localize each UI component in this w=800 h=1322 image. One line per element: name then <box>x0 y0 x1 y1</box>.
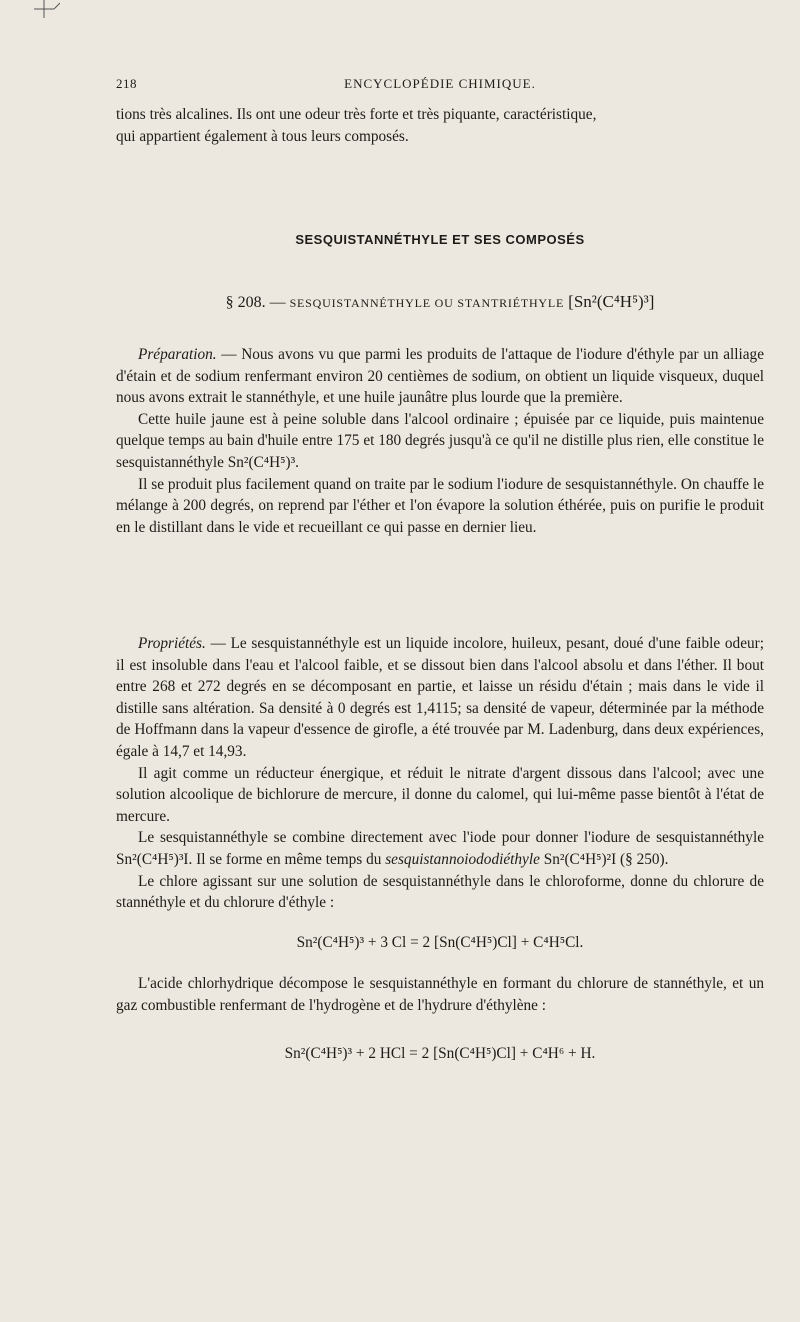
preparation-text-1: — Nous avons vu que parmi les produits de l'attaque de l'iodure d'éthyle par un alliage d'étain et de sodium renfermant environ 20 centièmes de sodium, on obtient un liquide visqueux, duquel nous avons extrait le stannéthyle, et une huile jaunâtre plus lourde que la première. <box>116 346 764 407</box>
properties-text-3b: Sn²(C⁴H⁵)²I (§ 250). <box>539 850 669 868</box>
corner-mark-icon <box>30 0 60 20</box>
intro-line-1: tions très alcalines. Ils ont une odeur très forte et très piquante, caractéristique, <box>116 106 597 123</box>
paragraph-formula: [Sn²(C⁴H⁵)³] <box>568 292 655 311</box>
equation-1: Sn²(C⁴H⁵)³ + 3 Cl = 2 [Sn(C⁴H⁵)Cl] + C⁴H⁵Cl. <box>296 933 584 951</box>
properties-paragraph-3 <box>116 827 764 870</box>
paragraph-number: § 208. — <box>225 294 286 311</box>
compound-name: sesquistannoiododiéthyle <box>385 850 540 868</box>
running-header <box>116 76 764 96</box>
properties-text-1: — Le sesquistannéthyle est un liquide incolore, huileux, pesant, doué d'une faible odeur; il est insoluble dans l'eau et l'alcool faible, et se dissout bien dans l'alcool absolu et dans l'éther. Il bout entre 268 et 272 degrés en se décomposant en partie, et laisse un résidu d'étain ; mais dans le vide il distille sans altération. Sa densité à 0 degrés est 1,4115; sa densité de vapeur, déterminée par la méthode de Hoffmann dans la vapeur d'essence de girofle, a été trouvée par M. Ladenburg, dans deux expériences, égale à 14,7 et 14,93. <box>116 635 764 760</box>
intro-line-2: qui appartient également à tous leurs composés. <box>116 127 409 145</box>
properties-paragraph-2: Il agit comme un réducteur énergique, et réduit le nitrate d'argent dissous dans l'alcool; avec une solution alcoolique de bichlorure de mercure, il donne du calomel, qui lui-même passe bientôt à l'état de mercure. <box>116 764 764 825</box>
section-title: SESQUISTANNÉTHYLE ET SES COMPOSÉS <box>295 232 585 247</box>
paragraph-heading <box>116 292 764 312</box>
preparation-paragraph-3: Il se produit plus facilement quand on traite par le sodium l'iodure de sesquistannéthyle. On chauffe le mélange à 200 degrés, on reprend par l'éther et l'on évapore la solution éthérée, puis on purifie le produit en le distillant dans le vide et recueillant ce qui passe en dernier lieu. <box>116 475 764 536</box>
intro-text <box>116 104 764 147</box>
properties-paragraph-1 <box>116 633 764 763</box>
paragraph-name: SESQUISTANNÉTHYLE OU STANTRIÉTHYLE <box>289 296 565 310</box>
running-title: ENCYCLOPÉDIE CHIMIQUE. <box>344 76 536 91</box>
properties-text-3a: Le sesquistannéthyle se combine directement avec l'iode pour donner l'iodure de sesquistannéthyle Sn²(C⁴H⁵)³I. Il se forme en même temps du <box>116 829 764 868</box>
properties-section <box>116 633 764 1064</box>
preparation-paragraph-2: Cette huile jaune est à peine soluble dans l'alcool ordinaire ; épuisée par ce liquide, puis maintenue quelque temps au bain d'huile entre 175 et 180 degrés jusqu'à ce qu'il ne distille plus rien, elle constitue le sesquistannéthyle Sn²(C⁴H⁵)³. <box>116 410 764 471</box>
properties-paragraph-5: L'acide chlorhydrique décompose le sesquistannéthyle en formant du chlorure de stannéthyle, et un gaz combustible renfermant de l'hydrogène et de l'hydrure d'éthylène : <box>116 975 764 1014</box>
preparation-label: Préparation. <box>138 346 217 363</box>
preparation-paragraph-1 <box>116 344 764 409</box>
equation-2: Sn²(C⁴H⁵)³ + 2 HCl = 2 [Sn(C⁴H⁵)Cl] + C⁴H⁶ + H. <box>284 1044 596 1062</box>
page-number: 218 <box>116 76 137 91</box>
properties-paragraph-4: Le chlore agissant sur une solution de sesquistannéthyle dans le chloroforme, donne du chlorure de stannéthyle et du chlorure d'éthyle : <box>116 872 764 912</box>
properties-label: Propriétés. <box>138 635 206 652</box>
preparation-section <box>116 344 764 538</box>
